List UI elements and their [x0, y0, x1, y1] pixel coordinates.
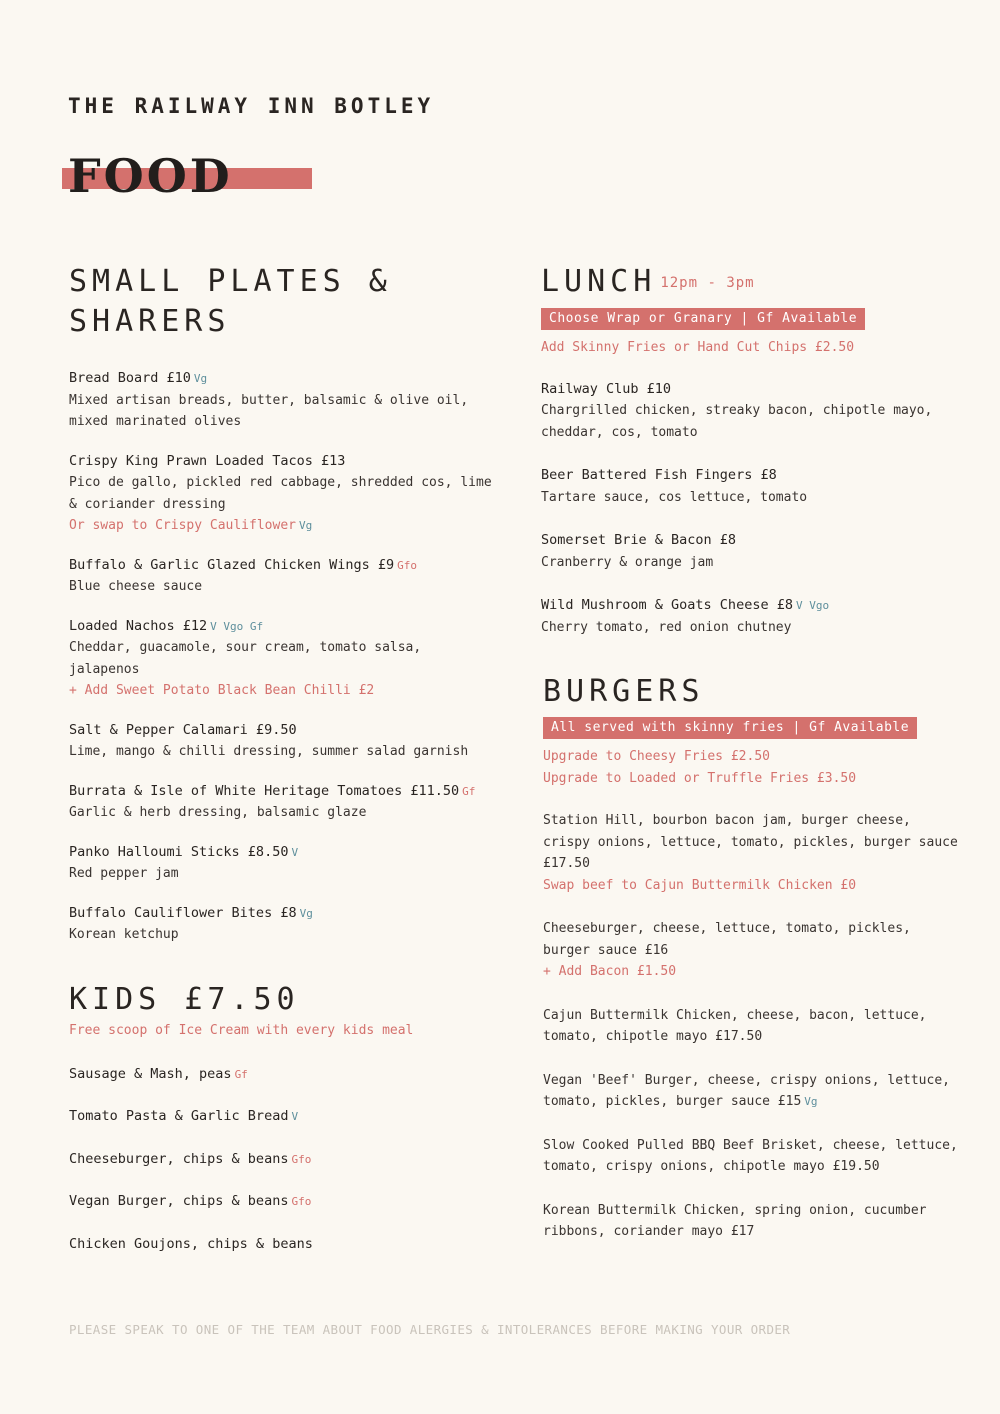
lunch-item: [541, 530, 961, 573]
lunch-badge: Choose Wrap or Granary | Gf Available: [541, 308, 865, 330]
item-description: Lime, mango & chilli dressing, summer salad garnish: [69, 744, 469, 759]
item-addon: + Add Sweet Potato Black Bean Chilli £2: [69, 683, 375, 698]
burger-item: [543, 1200, 961, 1243]
kids-item: [69, 1234, 499, 1256]
item-name: Vegan Burger, chips & beans: [69, 1193, 289, 1209]
lunch-section: [541, 262, 961, 638]
item-name: Beer Battered Fish Fingers £8: [541, 467, 777, 483]
kids-item: [69, 1064, 499, 1086]
item-description: Cheddar, guacamole, sour cream, tomato salsa, jalapenos: [69, 640, 422, 677]
right-column: [541, 262, 961, 1261]
lunch-hours: 12pm - 3pm: [660, 274, 755, 291]
burgers-section: [541, 672, 961, 1243]
kids-item: [69, 1191, 499, 1213]
burger-item: [543, 1005, 961, 1048]
item-text: Cajun Buttermilk Chicken, cheese, bacon, lettuce, tomato, chipotle mayo £17.50: [543, 1007, 927, 1044]
item-name: Bread Board £10: [69, 370, 191, 386]
item-name: Railway Club £10: [541, 380, 672, 397]
lunch-heading: [541, 262, 961, 303]
dietary-tag: Gfo: [291, 1152, 312, 1166]
menu-item: [69, 555, 499, 598]
item-name: Loaded Nachos £12: [69, 617, 208, 634]
small-plates-heading: [69, 262, 499, 342]
dietary-tag: Gf: [462, 784, 476, 798]
menu-item: [69, 451, 499, 537]
item-description: Pico de gallo, pickled red cabbage, shredded cos, lime & coriander dressing: [69, 475, 492, 512]
burgers-badge: All served with skinny fries | Gf Available: [543, 717, 917, 739]
item-name: Buffalo & Garlic Glazed Chicken Wings £9: [69, 556, 395, 573]
item-text: Korean Buttermilk Chicken, spring onion, cucumber ribbons, coriander mayo £17: [543, 1202, 927, 1239]
item-text: Vegan 'Beef' Burger, cheese, crispy onions, lettuce, tomato, pickles, burger sauce £15: [543, 1072, 950, 1109]
dietary-tag: Vg: [193, 372, 208, 385]
dietary-tag: V Vgo: [795, 599, 830, 612]
allergy-footer: PLEASE SPEAK TO ONE OF THE TEAM ABOUT FOOD ALERGIES & INTOLERANCES BEFORE MAKING YOUR ORDER: [69, 1322, 791, 1337]
item-description: Cherry tomato, red onion chutney: [541, 619, 792, 635]
venue-name: THE RAILWAY INN BOTLEY: [68, 94, 435, 118]
dietary-tag: V: [291, 1110, 299, 1123]
item-description: Mixed artisan breads, butter, balsamic & olive oil, mixed marinated olives: [69, 392, 469, 429]
lunch-item: [541, 465, 961, 508]
small-plates-heading-line2: SHARERS: [69, 304, 231, 339]
dietary-tag: Vg: [299, 906, 313, 920]
menu-item: [69, 903, 499, 946]
burger-item: [543, 810, 961, 896]
item-name: Somerset Brie & Bacon £8: [541, 532, 737, 548]
item-text: Cheeseburger, cheese, lettuce, tomato, pickles, burger sauce £16: [543, 921, 911, 958]
burger-item: [543, 1070, 961, 1113]
item-description: Garlic & herb dressing, balsamic glaze: [69, 805, 367, 820]
dietary-tag: V: [291, 845, 299, 859]
dietary-tag: V Vgo Gf: [210, 619, 264, 633]
burger-item: [543, 1135, 961, 1178]
kids-section: [69, 980, 499, 1256]
left-column: [69, 262, 499, 1273]
item-text: Station Hill, bourbon bacon jam, burger cheese, crispy onions, lettuce, tomato, pickles, burger sauce £17.50: [543, 813, 958, 871]
burgers-note-loaded: Upgrade to Loaded or Truffle Fries £3.50: [543, 771, 857, 786]
item-name: Salt & Pepper Calamari £9.50: [69, 721, 297, 738]
burger-item: [543, 918, 961, 983]
item-addon: + Add Bacon £1.50: [543, 964, 677, 979]
menu-item: [69, 781, 499, 824]
food-title-block: [62, 150, 322, 210]
page-title: FOOD: [68, 149, 233, 203]
menu-item: [69, 842, 499, 885]
lunch-title: LUNCH: [541, 264, 657, 299]
menu-item: [69, 368, 499, 433]
dietary-tag: Gfo: [397, 558, 417, 572]
item-name: Chicken Goujons, chips & beans: [69, 1235, 313, 1252]
item-name: Cheeseburger, chips & beans: [69, 1150, 289, 1167]
kids-item: [69, 1106, 499, 1128]
item-name: Wild Mushroom & Goats Cheese £8: [541, 597, 793, 613]
item-name: Tomato Pasta & Garlic Bread: [69, 1108, 289, 1124]
lunch-item: [541, 595, 961, 638]
item-description: Blue cheese sauce: [69, 579, 203, 594]
item-description: Tartare sauce, cos lettuce, tomato: [541, 489, 808, 505]
item-description: Chargrilled chicken, streaky bacon, chipotle mayo, cheddar, cos, tomato: [541, 403, 933, 440]
menu-item: [69, 616, 499, 702]
burgers-note-cheesy: Upgrade to Cheesy Fries £2.50: [543, 749, 770, 764]
kids-heading: KIDS £7.50: [69, 981, 300, 1017]
item-name: Crispy King Prawn Loaded Tacos £13: [69, 452, 346, 469]
dietary-tag: Gf: [234, 1067, 248, 1081]
burgers-heading: BURGERS: [543, 674, 705, 709]
kids-note: Free scoop of Ice Cream with every kids meal: [69, 1022, 414, 1038]
small-plates-section: [69, 262, 499, 946]
item-description: Korean ketchup: [69, 927, 179, 942]
item-name: Sausage & Mash, peas: [69, 1065, 232, 1082]
item-name: Buffalo Cauliflower Bites £8: [69, 904, 297, 921]
dietary-tag: Vg: [804, 1095, 818, 1108]
menu-item: [69, 720, 499, 763]
lunch-note: Add Skinny Fries or Hand Cut Chips £2.50: [541, 339, 855, 355]
item-option: Or swap to Crispy Cauliflower: [69, 518, 296, 533]
item-description: Cranberry & orange jam: [541, 554, 714, 570]
item-option: Swap beef to Cajun Buttermilk Chicken £0: [543, 877, 857, 893]
dietary-tag: Gfo: [291, 1195, 312, 1208]
item-name: Burrata & Isle of White Heritage Tomatoes £11.50: [69, 782, 460, 799]
lunch-item: [541, 379, 961, 444]
kids-item: [69, 1149, 499, 1171]
item-text: Slow Cooked Pulled BBQ Beef Brisket, cheese, lettuce, tomato, crispy onions, chipotle mayo £19.50: [543, 1137, 958, 1174]
item-name: Panko Halloumi Sticks £8.50: [69, 843, 289, 860]
dietary-tag: Vg: [298, 519, 313, 532]
item-description: Red pepper jam: [69, 866, 179, 881]
small-plates-heading-line1: SMALL PLATES &: [69, 264, 392, 299]
